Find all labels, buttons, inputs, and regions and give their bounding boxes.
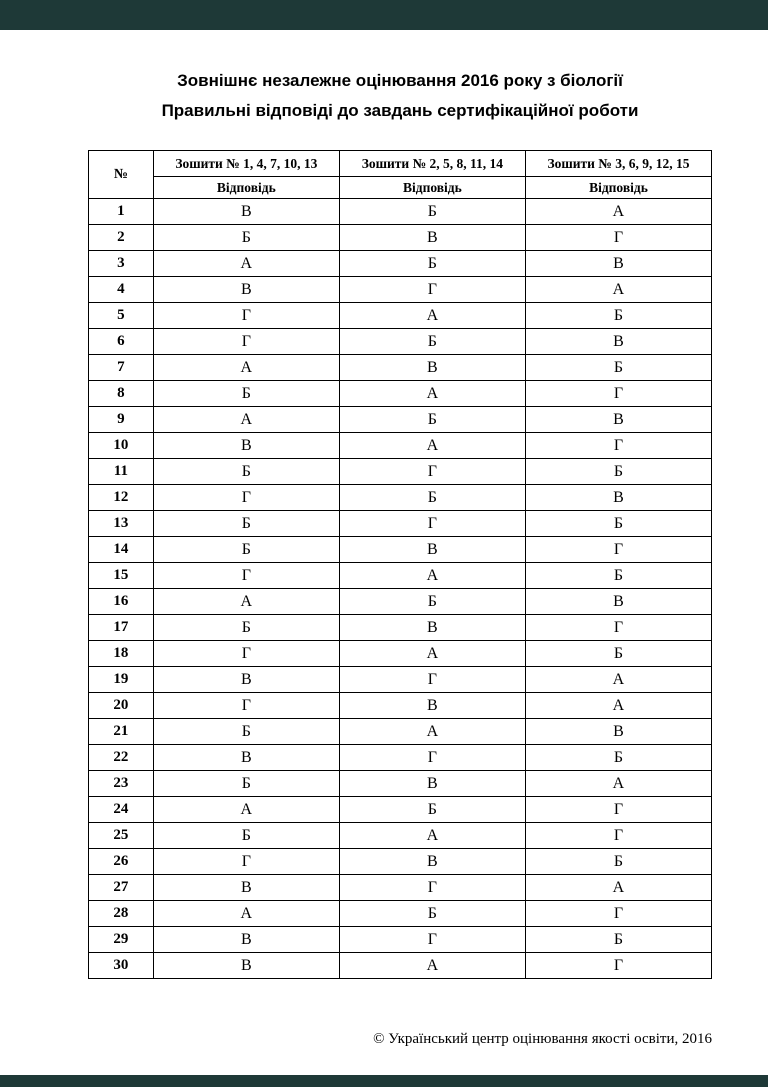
answer-cell: А xyxy=(339,563,525,589)
answer-cell: В xyxy=(153,745,339,771)
table-row xyxy=(89,563,712,589)
answer-subheader-2: Відповідь xyxy=(339,177,525,199)
row-number: 3 xyxy=(89,251,154,277)
row-number: 9 xyxy=(89,407,154,433)
answer-cell: А xyxy=(339,303,525,329)
table-row xyxy=(89,667,712,693)
table-row xyxy=(89,693,712,719)
row-number: 19 xyxy=(89,667,154,693)
answer-cell: Г xyxy=(339,875,525,901)
top-frame-bar xyxy=(0,0,768,30)
answer-cell: Г xyxy=(153,693,339,719)
table-row xyxy=(89,849,712,875)
answer-cell: В xyxy=(339,693,525,719)
answer-cell: А xyxy=(339,823,525,849)
row-number: 18 xyxy=(89,641,154,667)
row-number: 13 xyxy=(89,511,154,537)
answer-cell: Б xyxy=(525,849,711,875)
row-number: 30 xyxy=(89,953,154,979)
answer-cell: Г xyxy=(525,381,711,407)
row-number: 28 xyxy=(89,901,154,927)
answer-cell: В xyxy=(525,485,711,511)
table-row xyxy=(89,719,712,745)
answer-cell: Б xyxy=(525,355,711,381)
table-row xyxy=(89,381,712,407)
answer-cell: А xyxy=(153,901,339,927)
answer-cell: Г xyxy=(339,745,525,771)
answer-cell: В xyxy=(525,407,711,433)
table-row xyxy=(89,823,712,849)
answer-cell: Г xyxy=(153,849,339,875)
answer-cell: Б xyxy=(525,563,711,589)
column-header-notebooks-1: Зошити № 1, 4, 7, 10, 13 xyxy=(153,151,339,177)
row-number: 6 xyxy=(89,329,154,355)
answer-cell: В xyxy=(153,433,339,459)
document-page xyxy=(0,30,768,1075)
answer-cell: А xyxy=(339,953,525,979)
table-row xyxy=(89,641,712,667)
row-number: 4 xyxy=(89,277,154,303)
answer-cell: Б xyxy=(525,927,711,953)
table-row xyxy=(89,615,712,641)
table-row xyxy=(89,433,712,459)
row-number: 15 xyxy=(89,563,154,589)
answer-cell: В xyxy=(153,875,339,901)
answer-cell: Г xyxy=(153,641,339,667)
answer-cell: Г xyxy=(525,433,711,459)
table-row xyxy=(89,459,712,485)
answer-cell: А xyxy=(339,719,525,745)
answer-cell: Б xyxy=(153,719,339,745)
answer-cell: В xyxy=(153,199,339,225)
bottom-frame-bar xyxy=(0,1075,768,1087)
table-row xyxy=(89,797,712,823)
answer-cell: Б xyxy=(153,537,339,563)
row-number: 16 xyxy=(89,589,154,615)
answer-cell: А xyxy=(153,589,339,615)
answer-cell: Г xyxy=(525,901,711,927)
row-number: 21 xyxy=(89,719,154,745)
answer-cell: Г xyxy=(339,667,525,693)
answer-cell: Б xyxy=(339,797,525,823)
answer-cell: В xyxy=(525,329,711,355)
answer-cell: Г xyxy=(525,823,711,849)
row-number: 27 xyxy=(89,875,154,901)
row-number: 1 xyxy=(89,199,154,225)
answer-cell: Б xyxy=(153,511,339,537)
row-number: 14 xyxy=(89,537,154,563)
answer-cell: А xyxy=(525,875,711,901)
column-header-notebooks-3: Зошити № 3, 6, 9, 12, 15 xyxy=(525,151,711,177)
page-subtitle: Правильні відповіді до завдань сертифікаційної роботи xyxy=(161,101,639,120)
table-row xyxy=(89,199,712,225)
answer-cell: Б xyxy=(339,329,525,355)
answer-cell: Б xyxy=(525,511,711,537)
answer-cell: А xyxy=(153,355,339,381)
row-number: 17 xyxy=(89,615,154,641)
answer-subheader-3: Відповідь xyxy=(525,177,711,199)
answer-cell: А xyxy=(525,667,711,693)
answer-cell: Г xyxy=(525,537,711,563)
row-number: 7 xyxy=(89,355,154,381)
answer-cell: В xyxy=(339,225,525,251)
row-number: 5 xyxy=(89,303,154,329)
column-header-notebooks-2: Зошити № 2, 5, 8, 11, 14 xyxy=(339,151,525,177)
answer-cell: Б xyxy=(153,771,339,797)
answer-cell: А xyxy=(153,407,339,433)
table-row xyxy=(89,745,712,771)
row-number: 11 xyxy=(89,459,154,485)
answer-cell: В xyxy=(153,277,339,303)
table-row xyxy=(89,875,712,901)
answer-cell: А xyxy=(525,771,711,797)
answer-cell: А xyxy=(525,693,711,719)
answer-cell: Г xyxy=(153,303,339,329)
table-row xyxy=(89,927,712,953)
answer-cell: Г xyxy=(339,459,525,485)
page-title: Зовнішнє незалежне оцінювання 2016 року з біології xyxy=(177,71,623,90)
row-number: 2 xyxy=(89,225,154,251)
answer-cell: Б xyxy=(525,303,711,329)
answer-cell: А xyxy=(525,277,711,303)
answer-cell: Г xyxy=(525,615,711,641)
row-number: 26 xyxy=(89,849,154,875)
table-row xyxy=(89,251,712,277)
answer-cell: Б xyxy=(339,589,525,615)
table-header-row xyxy=(89,151,712,177)
table-row xyxy=(89,901,712,927)
answers-table-body xyxy=(89,199,712,979)
table-row xyxy=(89,303,712,329)
answer-cell: Б xyxy=(525,745,711,771)
answer-cell: Г xyxy=(339,277,525,303)
answer-cell: Б xyxy=(153,381,339,407)
answer-cell: В xyxy=(525,719,711,745)
answer-cell: Б xyxy=(339,199,525,225)
table-row xyxy=(89,589,712,615)
answer-cell: А xyxy=(339,381,525,407)
answer-cell: В xyxy=(339,771,525,797)
answer-cell: В xyxy=(339,537,525,563)
answer-cell: Г xyxy=(153,329,339,355)
row-number: 10 xyxy=(89,433,154,459)
table-row xyxy=(89,537,712,563)
answer-cell: В xyxy=(525,589,711,615)
answer-cell: А xyxy=(339,433,525,459)
answer-cell: В xyxy=(525,251,711,277)
table-row xyxy=(89,511,712,537)
answer-cell: Г xyxy=(339,927,525,953)
row-number: 29 xyxy=(89,927,154,953)
answer-cell: Б xyxy=(153,615,339,641)
table-row xyxy=(89,225,712,251)
row-number: 23 xyxy=(89,771,154,797)
table-row xyxy=(89,407,712,433)
copyright-footer: © Український центр оцінювання якості освіти, 2016 xyxy=(373,1031,712,1047)
table-row xyxy=(89,771,712,797)
answer-cell: Г xyxy=(153,563,339,589)
row-number: 8 xyxy=(89,381,154,407)
row-number: 22 xyxy=(89,745,154,771)
answer-cell: Б xyxy=(339,407,525,433)
answer-cell: В xyxy=(153,953,339,979)
answer-cell: Г xyxy=(525,953,711,979)
row-number: 20 xyxy=(89,693,154,719)
answer-cell: Б xyxy=(339,485,525,511)
answer-cell: В xyxy=(339,355,525,381)
number-column-header: № xyxy=(89,151,154,199)
answer-cell: Г xyxy=(525,797,711,823)
answer-cell: Б xyxy=(525,641,711,667)
answer-cell: В xyxy=(153,927,339,953)
table-row xyxy=(89,329,712,355)
table-row xyxy=(89,953,712,979)
answer-cell: А xyxy=(153,797,339,823)
answer-subheader-1: Відповідь xyxy=(153,177,339,199)
table-row xyxy=(89,485,712,511)
row-number: 25 xyxy=(89,823,154,849)
answer-cell: В xyxy=(339,615,525,641)
row-number: 12 xyxy=(89,485,154,511)
answer-cell: А xyxy=(153,251,339,277)
row-number: 24 xyxy=(89,797,154,823)
answer-cell: Б xyxy=(153,823,339,849)
answer-cell: В xyxy=(339,849,525,875)
answer-cell: Б xyxy=(339,901,525,927)
table-subheader-row xyxy=(89,177,712,199)
answer-cell: Б xyxy=(153,459,339,485)
answer-cell: Б xyxy=(525,459,711,485)
answer-cell: Г xyxy=(525,225,711,251)
answer-cell: Б xyxy=(153,225,339,251)
answer-cell: В xyxy=(153,667,339,693)
answer-cell: Г xyxy=(153,485,339,511)
answer-cell: Г xyxy=(339,511,525,537)
answers-table xyxy=(88,150,712,979)
answer-cell: А xyxy=(339,641,525,667)
answer-cell: А xyxy=(525,199,711,225)
table-row xyxy=(89,355,712,381)
table-row xyxy=(89,277,712,303)
answer-cell: Б xyxy=(339,251,525,277)
